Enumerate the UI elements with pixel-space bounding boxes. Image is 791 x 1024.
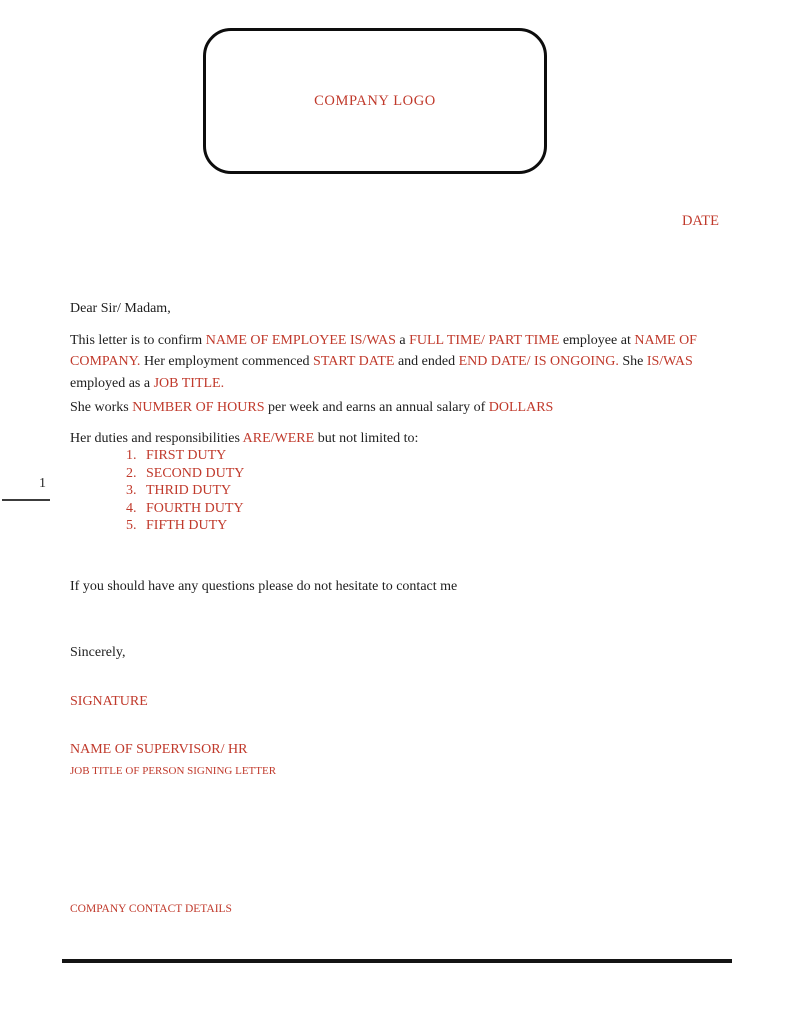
footer-divider-rule — [62, 959, 732, 963]
greeting: Dear Sir/ Madam, — [70, 301, 171, 316]
margin-note-number: 1 — [39, 476, 46, 491]
duty-item: 4. FOURTH DUTY — [140, 500, 640, 518]
letter-text: Her employment commenced — [140, 354, 314, 370]
paragraph-contact-note: If you should have any questions please do not hesitate to contact me — [70, 579, 458, 594]
letter-text: per week and earns an annual salary of — [264, 400, 489, 415]
signer-job-title-placeholder: JOB TITLE OF PERSON SIGNING LETTER — [70, 765, 277, 777]
company-logo-placeholder: COMPANY LOGO — [314, 92, 436, 109]
paragraph-hours-salary — [70, 397, 726, 418]
duty-item: 5. FIFTH DUTY — [140, 517, 640, 535]
placeholder-text: DOLLARS — [488, 400, 554, 415]
placeholder-text: NAME OF COMPANY. — [70, 333, 697, 370]
duty-item: 1. FIRST DUTY — [140, 447, 640, 465]
letter-text: She works — [70, 400, 133, 415]
duty-item: 2. SECOND DUTY — [140, 465, 640, 483]
placeholder-text: START DATE — [313, 354, 395, 370]
letter-text: This letter is to confirm — [70, 333, 206, 348]
margin-footnote-marker — [2, 473, 50, 501]
placeholder-text: IS/WAS — [646, 354, 693, 370]
placeholder-text: NAME OF EMPLOYEE IS/WAS — [205, 333, 396, 348]
letter-text: Her duties and responsibilities — [70, 431, 243, 446]
placeholder-text: FULL TIME/ PART TIME — [409, 333, 560, 348]
letter-text: and ended — [394, 354, 459, 370]
duties-list — [70, 447, 640, 535]
closing-salutation: Sincerely, — [70, 645, 126, 660]
placeholder-text: ARE/WERE — [242, 431, 315, 446]
supervisor-name-placeholder: NAME OF SUPERVISOR/ HR — [70, 742, 248, 757]
company-contact-placeholder: COMPANY CONTACT DETAILS — [70, 902, 232, 915]
company-logo-box — [203, 28, 547, 174]
letter-text: She — [618, 354, 647, 370]
letter-text: employed as a — [70, 375, 154, 391]
date-placeholder: DATE — [681, 213, 719, 229]
placeholder-text: JOB TITLE. — [153, 375, 225, 391]
paragraph-employment-confirmation — [70, 330, 726, 394]
letter-text: but not limited to: — [314, 431, 419, 446]
letter-text: a — [395, 333, 410, 348]
signature-placeholder: SIGNATURE — [70, 694, 148, 709]
placeholder-text: NUMBER OF HOURS — [132, 400, 265, 415]
duty-item: 3. THRID DUTY — [140, 482, 640, 500]
placeholder-text: END DATE/ IS ONGOING. — [458, 354, 619, 370]
letter-text: employee at — [559, 333, 635, 348]
